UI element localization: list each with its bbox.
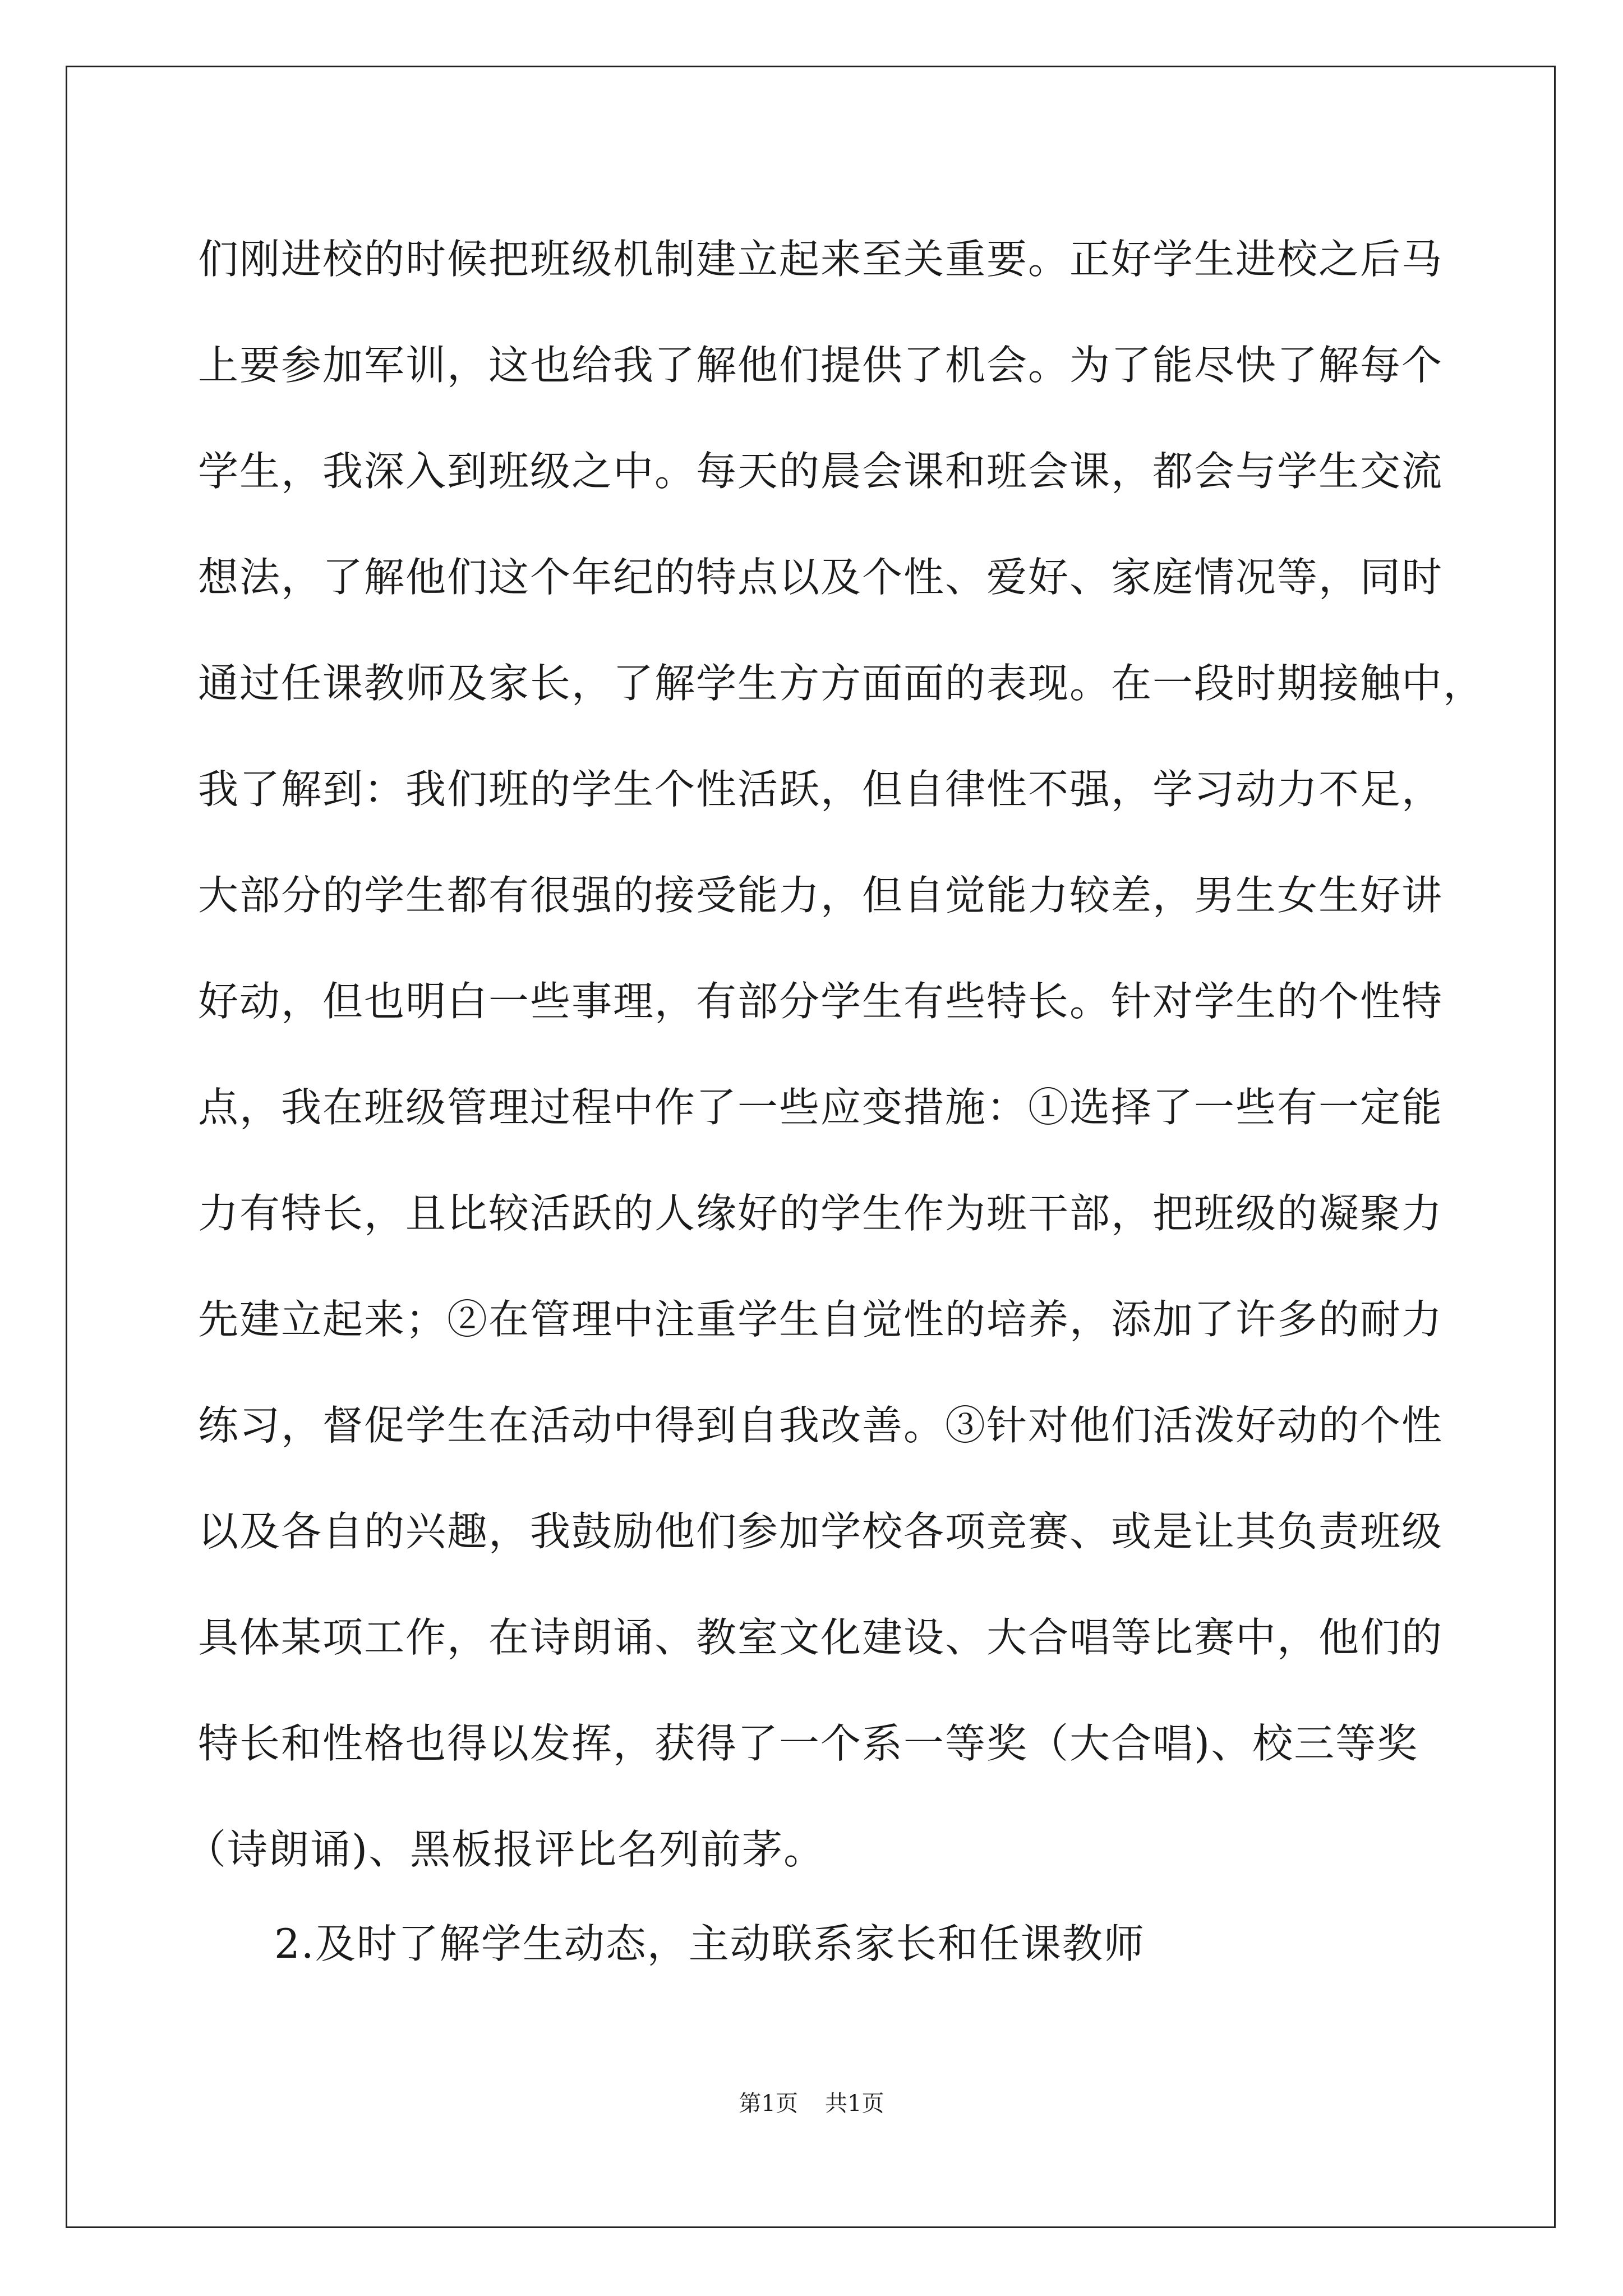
text-line: （诗朗诵)、黑板报评比名列前茅。 [186, 1826, 826, 1873]
text-line: 大部分的学生都有很强的接受能力，但自觉能力较差，男生女生好讲 [198, 872, 1444, 919]
text-line: 点，我在班级管理过程中作了一些应变措施：①选择了一些有一定能 [198, 1084, 1444, 1131]
text-line: 想法，了解他们这个年纪的特点以及个性、爱好、家庭情况等，同时 [198, 554, 1444, 601]
text-line: 以及各自的兴趣，我鼓励他们参加学校各项竞赛、或是让其负责班级 [198, 1508, 1444, 1555]
page-footer [0, 2087, 1623, 2120]
text-line: 上要参加军训，这也给我了解他们提供了机会。为了能尽快了解每个 [198, 342, 1444, 389]
text-line: 通过任课教师及家长，了解学生方方面面的表现。在一段时期接触中， [198, 660, 1485, 707]
text-line: 学生，我深入到班级之中。每天的晨会课和班会课，都会与学生交流 [198, 448, 1444, 495]
text-line: 我了解到：我们班的学生个性活跃，但自律性不强，学习动力不足， [198, 766, 1444, 813]
text-line: 先建立起来；②在管理中注重学生自觉性的培养，添加了许多的耐力 [198, 1296, 1444, 1343]
section-heading: 2.及时了解学生动态，主动联系家长和任课教师 [274, 1920, 1145, 1967]
text-line: 练习，督促学生在活动中得到自我改善。③针对他们活泼好动的个性 [198, 1402, 1444, 1449]
text-line: 特长和性格也得以发挥，获得了一个系一等奖（大合唱)、校三等奖 [198, 1720, 1419, 1767]
text-line: 们刚进校的时候把班级机制建立起来至关重要。正好学生进校之后马 [198, 236, 1444, 283]
page-number: 第1页 [739, 2091, 798, 2116]
text-line: 好动，但也明白一些事理，有部分学生有些特长。针对学生的个性特 [198, 978, 1444, 1025]
body-paragraph [186, 206, 1485, 1903]
page-total: 共1页 [825, 2091, 884, 2116]
text-line: 力有特长，且比较活跃的人缘好的学生作为班干部，把班级的凝聚力 [198, 1190, 1444, 1237]
text-line: 具体某项工作，在诗朗诵、教室文化建设、大合唱等比赛中，他们的 [198, 1614, 1444, 1661]
